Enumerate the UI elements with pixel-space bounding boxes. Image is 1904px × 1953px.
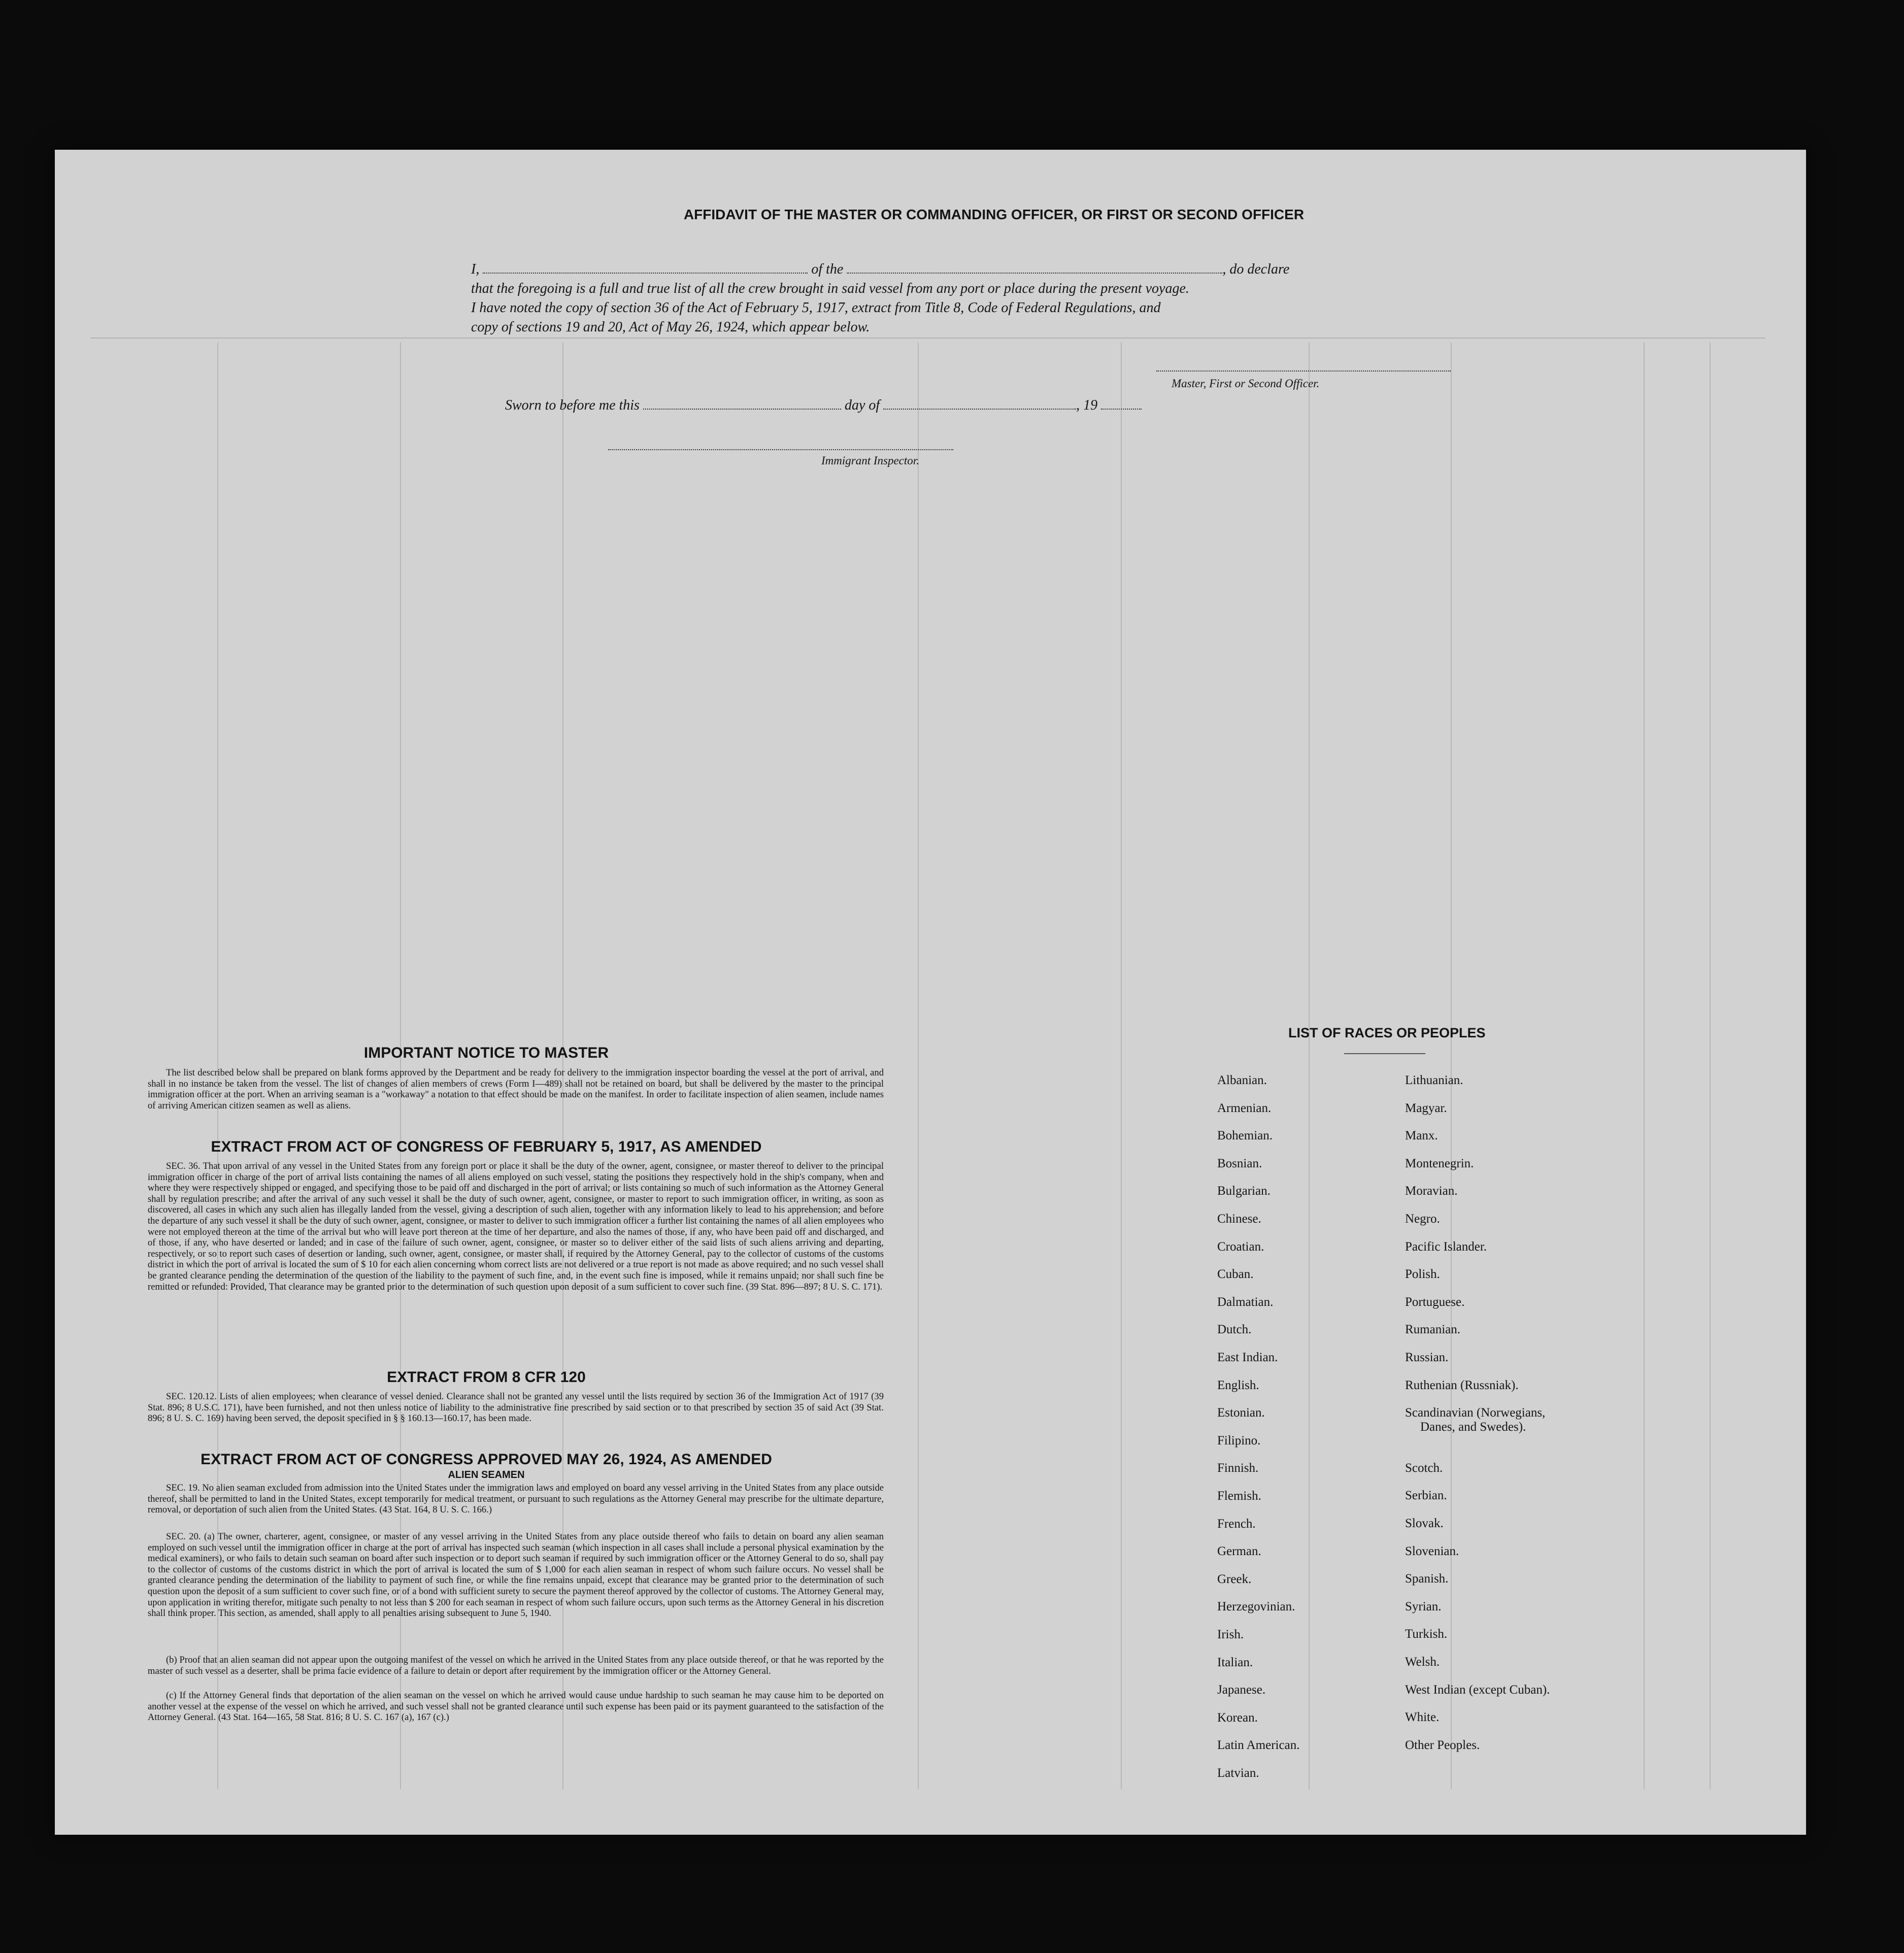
race-item: Serbian. — [1405, 1489, 1447, 1503]
declare-end: , do declare — [1222, 261, 1290, 277]
race-item: Turkish. — [1405, 1627, 1448, 1641]
sec-19-text: SEC. 19. No alien seaman excluded from admission into the United States under the immigration laws and employed on board any vessel arriving in the United States from any place outside thereof, shall be permitted to land in the United States, except temporarily for medical treatment, or pursuant to such regulations as the Attorney General may prescribe for the ultimate departure, removal, or deportation of such alien from the United States. (43 Stat. 164, 8 U. S. C. 166.) — [148, 1483, 884, 1516]
notice-text: The list described below shall be prepared on blank forms approved by the Department and be ready for delivery to the immigration inspector boarding the vessel at the port of arrival, and shall in no instance be taken from the vessel. The list of changes of alien members of crews (Form I—489) shall not be retained on board, but shall be delivered by the master to the principal immigration officer at the port. When an arriving seaman is a "workaway" a notation to that effect should be made on the manifest. In order to facilitate inspection of alien seamen, include names of arriving American citizen seamen as well as aliens. — [148, 1067, 884, 1111]
sec-20a-text: SEC. 20. (a) The owner, charterer, agent, consignee, or master of any vessel arriving in the United States from any place outside thereof who fails to detain on board any alien seaman employed on such vessel until the immigration officer in charge at the port of arrival has inspected such seaman (which inspection in all cases shall include a personal physical examination by the medical examiners), or who fails to detain such seaman on board after such inspection or to deport such seaman if required by such immigration officer or the Attorney General to do so, shall pay to the collector of customs of the customs district in which the port of arrival is located the sum of $ 1,000 for each alien seaman in respect of whom such failure occurs. No vessel shall be granted clearance pending the determination of the liability to payment of such fine, or while the fine remains unpaid, except that clearance may be granted prior to the determination of such question upon the deposit of a sum sufficient to cover such fine, or of a bond with sufficient surety to secure the payment thereof approved by the collector of customs. The Attorney General may, upon application in writing therefor, mitigate such penalty to not less than $ 200 for each seaman in respect of whom such failure occurs, upon such terms as the Attorney General in his discretion shall think proper. This section, as amended, shall apply to all penalties arising subsequent to June 5, 1940. — [148, 1531, 884, 1619]
declare-of: of the — [811, 261, 844, 277]
race-item: Ruthenian (Russniak). — [1405, 1378, 1519, 1392]
extract-cfr-title: EXTRACT FROM 8 CFR 120 — [387, 1369, 586, 1386]
affidavit-declare-line — [471, 261, 1446, 278]
race-item: Bohemian. — [1217, 1129, 1273, 1143]
extract-1917-text: SEC. 36. That upon arrival of any vessel in the United States from any foreign port or place it shall be the duty of the owner, agent, consignee, or master thereof to deliver to the principal immigration officer in charge of the port of arrival lists containing the names of all aliens employed on such vessel, stating the positions they respectively hold in the ship's company, when and where they were respectively shipped or engaged, and specifying those to be paid off and discharged in the port of arrival; or lists containing so much of such information as the Attorney General shall by regulation prescribe; and after the arrival of any such vessel it shall be the duty of such owner, agent, consignee, or master to report to such immigration officer, in writing, as soon as discovered, all cases in which any such alien has illegally landed from the vessel, giving a description of such alien, together with any information likely to lead to his apprehension; and before the departure of any such vessel it shall be the duty of such owner, agent, consignee, or master to deliver to such immigration officer a further list containing the names of all alien employees who were not employed thereon at the time of the arrival but who will leave port thereon at the time of her departure, and also the names of those, if any, who have been paid off and discharged, and of those, if any, who have deserted or landed; and in case of the failure of such owner, agent, consignee, or master so to deliver either of the said lists of such aliens arriving and departing, respectively, or so to report such cases of desertion or landing, such owner, agent, consignee, or master shall, if required by the Attorney General, pay to the collector of customs of the customs district in which the port of arrival is located the sum of $ 10 for each alien concerning whom correct lists are not delivered or a true report is not made as above required; and no such vessel shall be granted clearance pending the determination of the question of the liability to the payment of such fine, and, in the event such fine is imposed, while it remains unpaid; nor shall such fine be remitted or refunded: Provided, That clearance may be granted prior to the determination of such question upon deposit of a sum sufficient to cover such fine. (39 Stat. 896—897; 8 U. S. C. 171). — [148, 1161, 884, 1292]
race-item: Welsh. — [1405, 1655, 1440, 1669]
races-title: LIST OF RACES OR PEOPLES — [1288, 1025, 1486, 1040]
race-item: Japanese. — [1217, 1683, 1266, 1697]
sec-20c-text: (c) If the Attorney General finds that deportation of the alien seaman on the vessel on which he arrived would cause undue hardship to such seaman he may cause him to be deported on another vessel at the expense of the vessel on which he arrived, and such vessel shall not be granted clearance until such expense has been paid or its payment guaranteed to the satisfaction of the Attorney General. (43 Stat. 164—165, 58 Stat. 816; 8 U. S. C. 167 (a), 167 (c).) — [148, 1690, 884, 1723]
race-item: Rumanian. — [1405, 1323, 1461, 1337]
extract-1917-title: EXTRACT FROM ACT OF CONGRESS OF FEBRUARY 5, 1917, AS AMENDED — [211, 1138, 762, 1155]
inspector-label: Immigrant Inspector. — [821, 454, 919, 467]
race-item: German. — [1217, 1544, 1261, 1559]
race-item: Filipino. — [1217, 1433, 1261, 1447]
race-item: Cuban. — [1217, 1267, 1254, 1282]
master-signature-line — [1156, 371, 1451, 372]
race-item: Flemish. — [1217, 1489, 1261, 1503]
race-item: Latin American. — [1217, 1738, 1300, 1753]
officer-name-blank — [483, 273, 808, 274]
race-item: Latvian. — [1217, 1766, 1259, 1780]
race-item: Greek. — [1217, 1572, 1252, 1586]
race-item: Finnish. — [1217, 1461, 1259, 1475]
race-item: Estonian. — [1217, 1406, 1265, 1420]
day-of-text: day of — [844, 397, 880, 413]
race-item: Manx. — [1405, 1129, 1438, 1143]
race-item: Slovak. — [1405, 1517, 1444, 1530]
inspector-signature-line — [608, 449, 953, 450]
race-item: Albanian. — [1217, 1073, 1267, 1087]
race-item: Lithuanian. — [1405, 1073, 1463, 1087]
race-item: Russian. — [1405, 1351, 1449, 1364]
race-item: West Indian (except Cuban). — [1405, 1682, 1550, 1697]
extract-1924-subtitle: ALIEN SEAMEN — [448, 1469, 525, 1480]
race-item: Portuguese. — [1405, 1295, 1465, 1309]
ghost-column-line — [1451, 343, 1452, 1789]
extract-1924-title: EXTRACT FROM ACT OF CONGRESS APPROVED MAY 26, 1924, AS AMENDED — [201, 1451, 772, 1468]
race-item: Pacific Islander. — [1405, 1239, 1487, 1254]
race-item: Croatian. — [1217, 1239, 1264, 1254]
race-item: Moravian. — [1405, 1184, 1458, 1198]
extract-cfr-text: SEC. 120.12. Lists of alien employees; when clearance of vessel denied. Clearance shall not be granted any vessel until the lists required by section 36 of the Immigration Act of 1917 (39 Stat. 896; 8 U.S.C. 171), have been furnished, and not then unless notice of liability to the administrative fine prescribed by said section or to that prescribed by section 35 of said Act (39 Stat. 896; 8 U. S. C. 169) having been served, the deposit specified in § § 160.13—160.17, has been made. — [148, 1391, 884, 1424]
race-item: Syrian. — [1405, 1599, 1442, 1613]
ghost-column-line — [1644, 343, 1645, 1789]
ghost-column-line — [1309, 343, 1310, 1789]
race-item: Negro. — [1405, 1212, 1440, 1226]
race-item: White. — [1405, 1710, 1440, 1725]
affidavit-line-2: that the foregoing is a full and true list of all the crew brought in said vessel from any port or place during the present voyage. — [471, 281, 1189, 296]
race-item: Slovenian. — [1405, 1544, 1459, 1558]
year-text: , 19 — [1076, 397, 1098, 413]
ghost-column-line — [1121, 343, 1122, 1789]
race-item: Magyar. — [1405, 1101, 1447, 1115]
race-item: French. — [1217, 1517, 1256, 1531]
race-item: Korean. — [1217, 1710, 1258, 1725]
race-item: Scotch. — [1405, 1461, 1443, 1475]
race-item: Irish. — [1217, 1628, 1244, 1641]
race-item: Herzegovinian. — [1217, 1600, 1295, 1614]
race-item: Spanish. — [1405, 1572, 1449, 1586]
sworn-year-blank — [1101, 409, 1142, 410]
declare-start: I, — [471, 261, 480, 277]
ghost-row-line — [90, 338, 1765, 339]
races-title-rule — [1344, 1053, 1425, 1054]
race-item: Bulgarian. — [1217, 1184, 1271, 1198]
race-item: Dutch. — [1217, 1323, 1252, 1337]
affidavit-line-3: I have noted the copy of section 36 of the Act of February 5, 1917, extract from Title 8, Code of Federal Regulations, and — [471, 300, 1161, 316]
race-item: Polish. — [1405, 1267, 1440, 1282]
race-item: Montenegrin. — [1405, 1156, 1474, 1170]
race-item: Italian. — [1217, 1655, 1253, 1669]
race-item: Bosnian. — [1217, 1156, 1262, 1170]
sworn-day-blank — [643, 409, 841, 410]
race-item: Scandinavian (Norwegians, — [1405, 1406, 1546, 1420]
manifest-sheet — [55, 150, 1806, 1835]
sec-20b-text: (b) Proof that an alien seaman did not appear upon the outgoing manifest of the vessel on which he arrived in the United States from any place outside thereof, or that he was reported by the master of such vessel as a deserter, shall be prima facie evidence of a failure to detain or deport after requirement by the immigration officer or the Attorney General. — [148, 1655, 884, 1676]
race-item: Chinese. — [1217, 1212, 1261, 1226]
race-item: Dalmatian. — [1217, 1295, 1274, 1309]
sworn-month-blank — [883, 409, 1076, 410]
ghost-column-line — [918, 343, 919, 1789]
master-label: Master, First or Second Officer. — [1172, 377, 1320, 390]
notice-title: IMPORTANT NOTICE TO MASTER — [363, 1045, 609, 1061]
race-item: Danes, and Swedes). — [1420, 1420, 1526, 1434]
affidavit-line-4: copy of sections 19 and 20, Act of May 26, 1924, which appear below. — [471, 319, 870, 335]
affidavit-title: AFFIDAVIT OF THE MASTER OR COMMANDING OFFICER, OR FIRST OR SECOND OFFICER — [683, 207, 1305, 222]
race-item: English. — [1217, 1378, 1259, 1392]
race-item: East Indian. — [1217, 1351, 1278, 1364]
ghost-column-line — [1710, 343, 1711, 1789]
race-item: Other Peoples. — [1405, 1738, 1480, 1752]
sworn-line — [505, 397, 1266, 414]
race-item: Armenian. — [1217, 1101, 1272, 1115]
vessel-name-blank — [847, 273, 1222, 274]
sworn-text: Sworn to before me this — [505, 397, 640, 413]
